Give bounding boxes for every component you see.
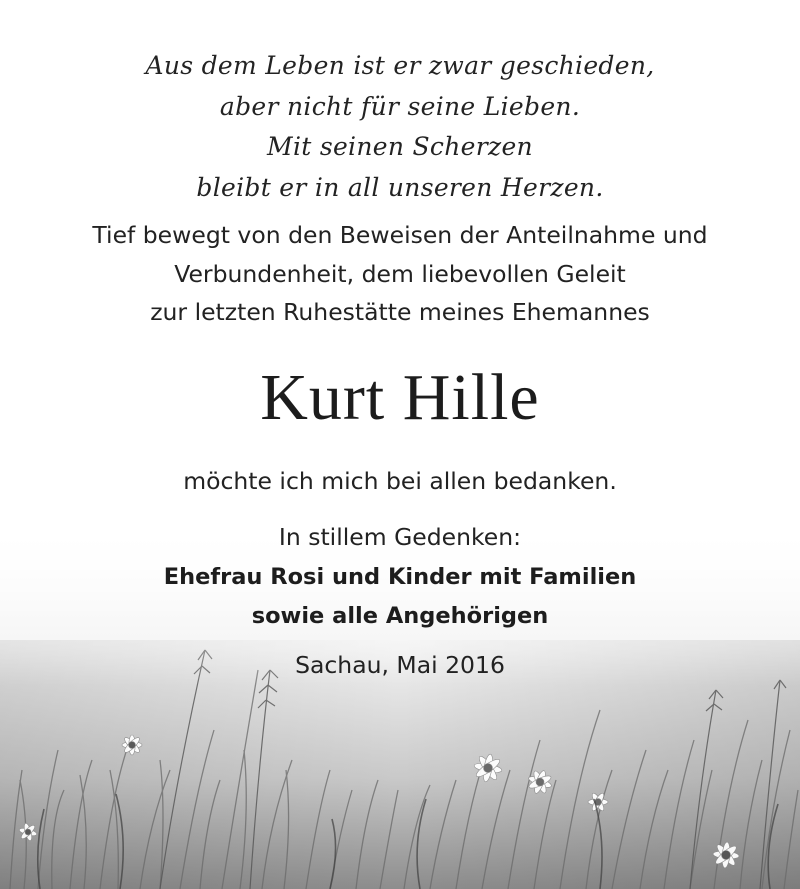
thanks-intro-paragraph [0, 216, 800, 332]
thanks-intro-line: zur letzten Ruhestätte meines Ehemannes [150, 298, 650, 326]
family-line: sowie alle Angehörigen [251, 603, 549, 629]
thanks-intro-line: Tief bewegt von den Beweisen der Anteilnahme und [92, 221, 708, 249]
thanks-outro-line: möchte ich mich bei allen bedanken. [183, 467, 617, 495]
poem-line: Aus dem Leben ist er zwar geschieden, [145, 51, 655, 80]
poem-line: aber nicht für seine Lieben. [219, 91, 581, 121]
remembrance-label: In stillem Gedenken: [278, 523, 522, 551]
poem-line: bleibt er in all unseren Herzen. [196, 172, 604, 202]
poem-line: Mit seinen Scherzen [267, 132, 533, 161]
family-line: Ehefrau Rosi und Kinder mit Familien [163, 564, 637, 590]
deceased-name: Kurt Hille [260, 361, 540, 434]
place-and-date: Sachau, Mai 2016 [295, 651, 505, 679]
thanks-intro-line: Verbundenheit, dem liebevollen Geleit [174, 259, 626, 288]
family-signature [0, 558, 800, 636]
memorial-poem [0, 46, 800, 208]
